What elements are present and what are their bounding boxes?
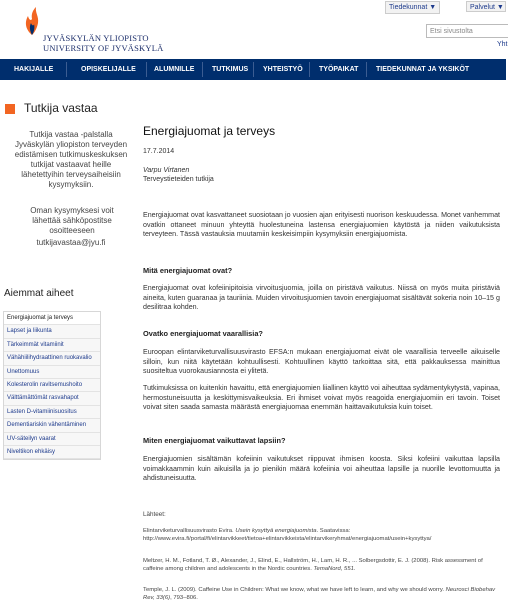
university-name-fi[interactable]: JYVÄSKYLÄN YLIOPISTO [43,33,149,43]
reference-item: Meltzer, H. M., Fotland, T. Ø., Alexander, J., Elind, E., Hallström, H., Lam, H. R., ... Solbergsdottir, E. J. (2008). Risk assessment of caffeine among children and adolescents in the Nordic countries. TemaNord, 551. [143,558,483,573]
article-title: Energiajuomat ja terveys [143,124,276,138]
article-intro: Energiajuomat ovat kasvattaneet suosiotaan jo vuosien ajan erityisesti nuorison keskuudessa. Monet vanhemmat ovatkin ottaneet minuun yhteyttä huolestuneina lastensa energiajuomien käytöstä ja niiden vaikutuksista terveyteen. Tässä vastauksia muutamiin keskeisimpiin kysymyksiin energiajuomista. [143,211,500,239]
nav-hakijalle[interactable]: HAKIJALLE [14,66,54,73]
sidebar-intro: Tutkija vastaa -palstalla Jyväskylän yliopiston terveyden edistämisen tutkimuskeskuksen tutkijat vastaavat heille lähetettyihin terveysaiheisiin kysymyksiin. [14,130,128,189]
reference-item: Temple, J. L. (2009). Caffeine Use in Children: What we know, what we have left to learn, and why we should worry. Neurosci Biobehav Rev, 33(6), 793–806. [143,587,496,602]
previous-topics-title: Aiemmat aiheet [4,288,74,299]
article-paragraph: Tutkimuksissa on kuitenkin havaittu, että energiajuomien liiallinen käyttö voi aiheuttaa sydämentykytystä, vapinaa, hermostuneisuutta ja keskittymisvaikeuksia. Eri ihmiset voivat myös reagoida energiajuomiin eri tavoin. Toiset voivat siten saada samasta määrästä energiajuomaa enemmän haittavaikutuksia kuin toiset. [143,384,500,412]
nav-separator [66,62,67,77]
topic-item[interactable]: Dementiariskin vähentäminen [4,419,100,432]
nav-tiedekunnat[interactable]: TIEDEKUNNAT JA YKSIKÖT [376,66,470,73]
topic-item[interactable]: Lasten D-vitamiinisuositus [4,406,100,419]
nav-alumnille[interactable]: ALUMNILLE [154,66,195,73]
nav-separator [309,62,310,77]
topic-item[interactable]: UV-säteilyn vaarat [4,433,100,446]
university-logo-icon[interactable] [22,6,42,36]
nav-separator [146,62,147,77]
article-author: Varpu Virtanen [143,167,190,174]
university-name-en[interactable]: UNIVERSITY OF JYVÄSKYLÄ [43,43,164,53]
topic-item[interactable]: Välttämättömät rasvahapot [4,392,100,405]
reference-link[interactable]: . Saatavissa: http://www.evira.fi/portal/fi/elintarvikkeet/tietoa+elintarvikkeista/elintarvikeryhmat/energiajuomat/usein+kysyttya/ [143,528,432,543]
reference-item: Elintarviketurvallisuusvirasto Evira. Usein kysyttyä energiajuomista. Saatavissa: http://www.evira.fi/portal/fi/elintarvikkeet/tietoa+elintarvikkeista/elintarvikeryhmat/energiajuomat/usein+kysyttya/ [143,528,432,543]
nav-separator [253,62,254,77]
nav-opiskelijalle[interactable]: OPISKELIJALLE [81,66,136,73]
sidebar-title: Tutkija vastaa [24,101,98,115]
article-date: 17.7.2014 [143,148,175,155]
sidebar-email-link[interactable]: tutkijavastaa@jyu.fi [36,238,106,247]
topic-item[interactable]: Vähähiilihydraattinen ruokavalio [4,352,100,365]
nav-tyopaikat[interactable]: TYÖPAIKAT [319,66,359,73]
nav-separator [202,62,203,77]
main-navigation [0,59,506,80]
sources-label: Lähteet: [143,511,166,518]
article-author-title: Terveystieteiden tutkija [143,176,214,183]
topic-item[interactable]: Lapset ja liikunta [4,325,100,338]
faculties-dropdown[interactable]: Tiedekunnat ▼ [385,1,440,14]
article-heading: Mitä energiajuomat ovat? [143,266,233,275]
nav-tutkimus[interactable]: TUTKIMUS [212,66,249,73]
topic-item[interactable]: Unettomuus [4,366,100,379]
topic-item[interactable]: Niveltikon ehkäisy [4,446,100,459]
previous-topics-list [3,311,101,460]
sidebar-send-info: Oman kysymyksesi voit lähettää sähköpostitse osoitteeseen [30,206,114,235]
article-paragraph: Euroopan elintarviketurvallisuusvirasto EFSA:n mukaan energiajuomat eivät ole vaarallisia terveelle aikuiselle silloin, kun niitä käytetään kohtuullisesti. Kohtuullinen käyttö tarkoittaa sitä, että pakkauksessa mainittua suositeltua vuorokausiannosta ei ylitetä. [143,348,500,376]
search-option-link[interactable]: Yht [497,41,508,48]
nav-yhteistyo[interactable]: YHTEISTYÖ [263,66,303,73]
article-heading: Ovatko energiajuomat vaarallisia? [143,329,263,338]
topic-item-current[interactable]: Energiajuomat ja terveys [4,312,100,325]
nav-separator [366,62,367,77]
topic-item[interactable]: Kolesterolin ravitsemushoito [4,379,100,392]
article-heading: Miten energiajuomat vaikuttavat lapsiin? [143,436,286,445]
services-dropdown[interactable]: Palvelut ▼ [466,1,506,12]
topic-item[interactable]: Tärkeimmät vitamiinit [4,339,100,352]
article-paragraph: Energiajuomien sisältämän kofeiinin vaikutukset riippuvat ihmisen koosta. Siksi kofeiini vaikuttaa lapsilla voimakkaammin kuin aikuisilla ja jo pienikin määrä kofeiinia voi aiheuttaa lapsille ja nuorille levottomuutta ja ahdistuneisuutta. [143,455,500,483]
search-input[interactable]: Etsi sivustolta [426,24,508,38]
orange-square-icon [5,104,15,114]
article-paragraph: Energiajuomat ovat kofeiinipitoisia virvoitusjuomia, joilla on piristävä vaikutus. Niissä on myös muita piristäviä aineita, kuten guaranaa ja tauriinia. Muiden virvoitusjuomien tavoin energiajuomat sisältävät sokeria noin 10–15 g desilitraa kohden. [143,284,500,312]
